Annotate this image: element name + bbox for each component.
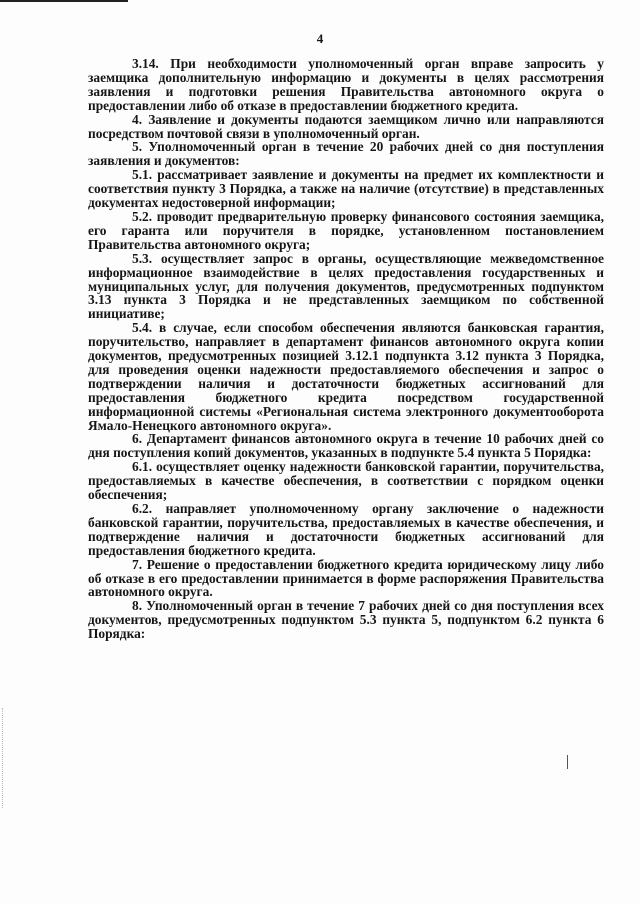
paragraph-6-1: 6.1. осуществляет оценку надежности банковской гарантии, поручительства, предоставляемых в качестве обеспечения, в соответствии с порядком оценки обеспечения;: [88, 459, 604, 503]
paragraph-4: 4. Заявление и документы подаются заемщиком лично или направляются посредством почтовой связи в уполномоченный орган.: [88, 111, 604, 141]
paragraph-5-1: 5.1. рассматривает заявление и документы на предмет их комплектности и соответствия пункту 3 Порядка, а также на наличие (отсутствие) в представленных документах недостоверной информации;: [88, 167, 604, 211]
page-number: 4: [316, 31, 324, 46]
scan-edge-marks: [2, 708, 5, 808]
paragraph-5-4: 5.4. в случае, если способом обеспечения являются банковская гарантия, поручительство, направляет в департамент финансов автономного округа копии документов, предусмотренных позицией 3.12.1 подпункта 3.12 пункта 3 Порядка, для проведения оценки надежности предоставляемого обеспечения и запрос о подтверждении наличия и достаточности бюджетных ассигнований для предоставления бюджетного кредита посредством государственной информационной системы «Региональная система электронного документооборота Ямало-Ненецкого автономного округа».: [88, 320, 604, 433]
scan-artifact-mark: [567, 755, 568, 769]
paragraph-5: 5. Уполномоченный орган в течение 20 рабочих дней со дня поступления заявления и документов:: [88, 139, 604, 169]
paragraph-7: 7. Решение о предоставлении бюджетного кредита юридическому лицу либо об отказе в его предоставлении принимается в форме распоряжения Правительства автономного округа.: [88, 556, 604, 600]
paragraph-3-14: 3.14. При необходимости уполномоченный орган вправе запросить у заемщика дополнительную информацию и документы в целях рассмотрения заявления и подготовки решения Правительства автономного округа о предоставлении либо об отказе в предоставлении бюджетного кредита.: [88, 56, 604, 113]
paragraph-6: 6. Департамент финансов автономного округа в течение 10 рабочих дней со дня поступления копий документов, указанных в подпункте 5.4 пункта 5 Порядка:: [88, 431, 604, 461]
paragraph-5-3: 5.3. осуществляет запрос в органы, осуществляющие межведомственное информационное взаимодействие в целях предоставления государственных и муниципальных услуг, для получения документов, предусмотренных подпунктом 3.13 пункта 3 Порядка и не представленных заемщиком по собственной инициативе;: [88, 250, 604, 322]
paragraph-8: 8. Уполномоченный орган в течение 7 рабочих дней со дня поступления всех документов, предусмотренных подпунктом 5.3 пункта 5, подпунктом 6.2 пункта 6 Порядка:: [88, 598, 604, 642]
document-body: [88, 57, 604, 641]
paragraph-6-2: 6.2. направляет уполномоченному органу заключение о надежности банковской гарантии, поручительства, предоставляемых в качестве обеспечения, и подтверждение наличия и достаточности бюджетных ассигнований для предоставления бюджетного кредита.: [88, 501, 604, 558]
top-edge-line: [0, 0, 128, 2]
paragraph-5-2: 5.2. проводит предварительную проверку финансового состояния заемщика, его гаранта или поручителя в порядке, установленном постановлением Правительства автономного округа;: [88, 208, 604, 252]
